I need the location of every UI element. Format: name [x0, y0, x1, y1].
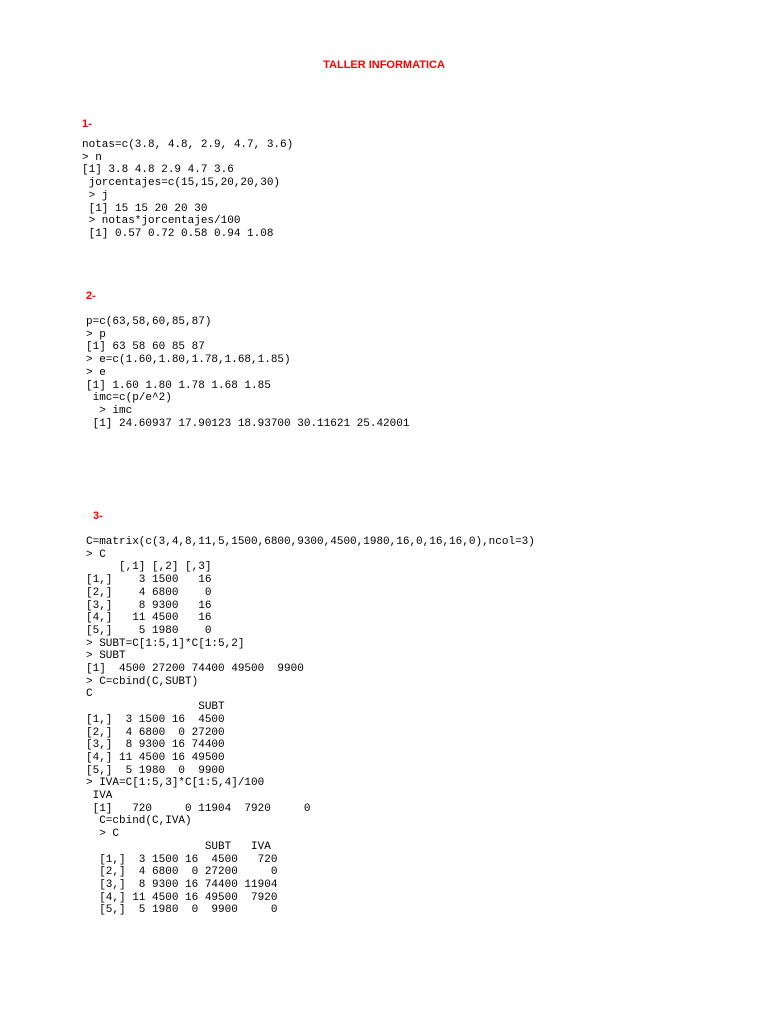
code-line: C	[86, 688, 93, 701]
code-line: > C	[86, 828, 120, 841]
code-line: > SUBT	[86, 650, 126, 663]
code-line: [5,] 5 1980 0 9900	[86, 764, 225, 777]
code-line: [1] 0.57 0.72 0.58 0.94 1.08	[82, 227, 274, 240]
code-line: [2,] 4 6800 0 27200	[86, 726, 225, 739]
code-block-2	[86, 316, 409, 430]
code-line: > notas*jorcentajes/100	[82, 215, 241, 228]
code-line: [1,] 3 1500 16 4500	[86, 713, 225, 726]
section-heading-1: 1-	[82, 118, 92, 130]
code-block-1	[82, 139, 293, 241]
code-line: [3,] 8 9300 16 74400	[86, 739, 225, 752]
code-line: [1] 1.60 1.80 1.78 1.68 1.85	[86, 379, 271, 392]
code-line: > e	[86, 366, 106, 379]
code-line: [1] 4500 27200 74400 49500 9900	[86, 663, 304, 676]
section-heading-2: 2-	[86, 290, 96, 302]
code-line: C=matrix(c(3,4,8,11,5,1500,6800,9300,4500,1980,16,0,16,16,0),ncol=3)	[86, 536, 535, 548]
code-line: p=c(63,58,60,85,87)	[86, 316, 212, 328]
code-line: [3,] 8 9300 16 74400 11904	[86, 878, 278, 891]
code-line: C=cbind(C,IVA)	[86, 815, 192, 828]
code-line: [1,] 3 1500 16	[86, 574, 212, 587]
code-line: IVA	[86, 790, 113, 803]
document-title: TALLER INFORMATICA	[323, 59, 445, 71]
code-line: [2,] 4 6800 0 27200 0	[86, 866, 278, 879]
code-line: [1] 720 0 11904 7920 0	[86, 802, 311, 815]
code-line: [1] 24.60937 17.90123 18.93700 30.11621 25.42001	[86, 417, 410, 430]
code-line: > n	[82, 151, 102, 164]
code-line: > C	[86, 548, 106, 561]
code-line: [4,] 11 4500 16 49500	[86, 751, 225, 764]
code-line: [2,] 4 6800 0	[86, 586, 212, 599]
code-line: > p	[86, 328, 106, 341]
code-line: > SUBT=C[1:5,1]*C[1:5,2]	[86, 637, 245, 650]
section-heading-3: 3-	[93, 510, 103, 522]
code-line: [,1] [,2] [,3]	[86, 561, 212, 574]
code-line: [3,] 8 9300 16	[86, 599, 212, 612]
code-line: [5,] 5 1980 0 9900 0	[86, 904, 278, 917]
code-line: imc=c(p/e^2)	[86, 392, 172, 405]
code-line: [5,] 5 1980 0	[86, 624, 212, 637]
code-line: > imc	[86, 404, 133, 417]
code-line: > IVA=C[1:5,3]*C[1:5,4]/100	[86, 777, 265, 790]
code-line: notas=c(3.8, 4.8, 2.9, 4.7, 3.6)	[82, 139, 294, 151]
code-line: SUBT	[86, 701, 225, 714]
code-line: > e=c(1.60,1.80,1.78,1.68,1.85)	[86, 354, 291, 367]
code-line: > j	[82, 189, 109, 202]
code-line: [1] 63 58 60 85 87	[86, 341, 205, 354]
code-line: jorcentajes=c(15,15,20,20,30)	[82, 177, 281, 190]
code-line: [4,] 11 4500 16	[86, 612, 212, 625]
code-line: [1] 3.8 4.8 2.9 4.7 3.6	[82, 164, 234, 177]
code-line: > C=cbind(C,SUBT)	[86, 675, 199, 688]
code-line: [4,] 11 4500 16 49500 7920	[86, 891, 278, 904]
code-line: SUBT IVA	[86, 840, 271, 853]
code-line: [1,] 3 1500 16 4500 720	[86, 853, 278, 866]
code-block-3	[86, 536, 535, 917]
code-line: [1] 15 15 20 20 30	[82, 202, 208, 215]
